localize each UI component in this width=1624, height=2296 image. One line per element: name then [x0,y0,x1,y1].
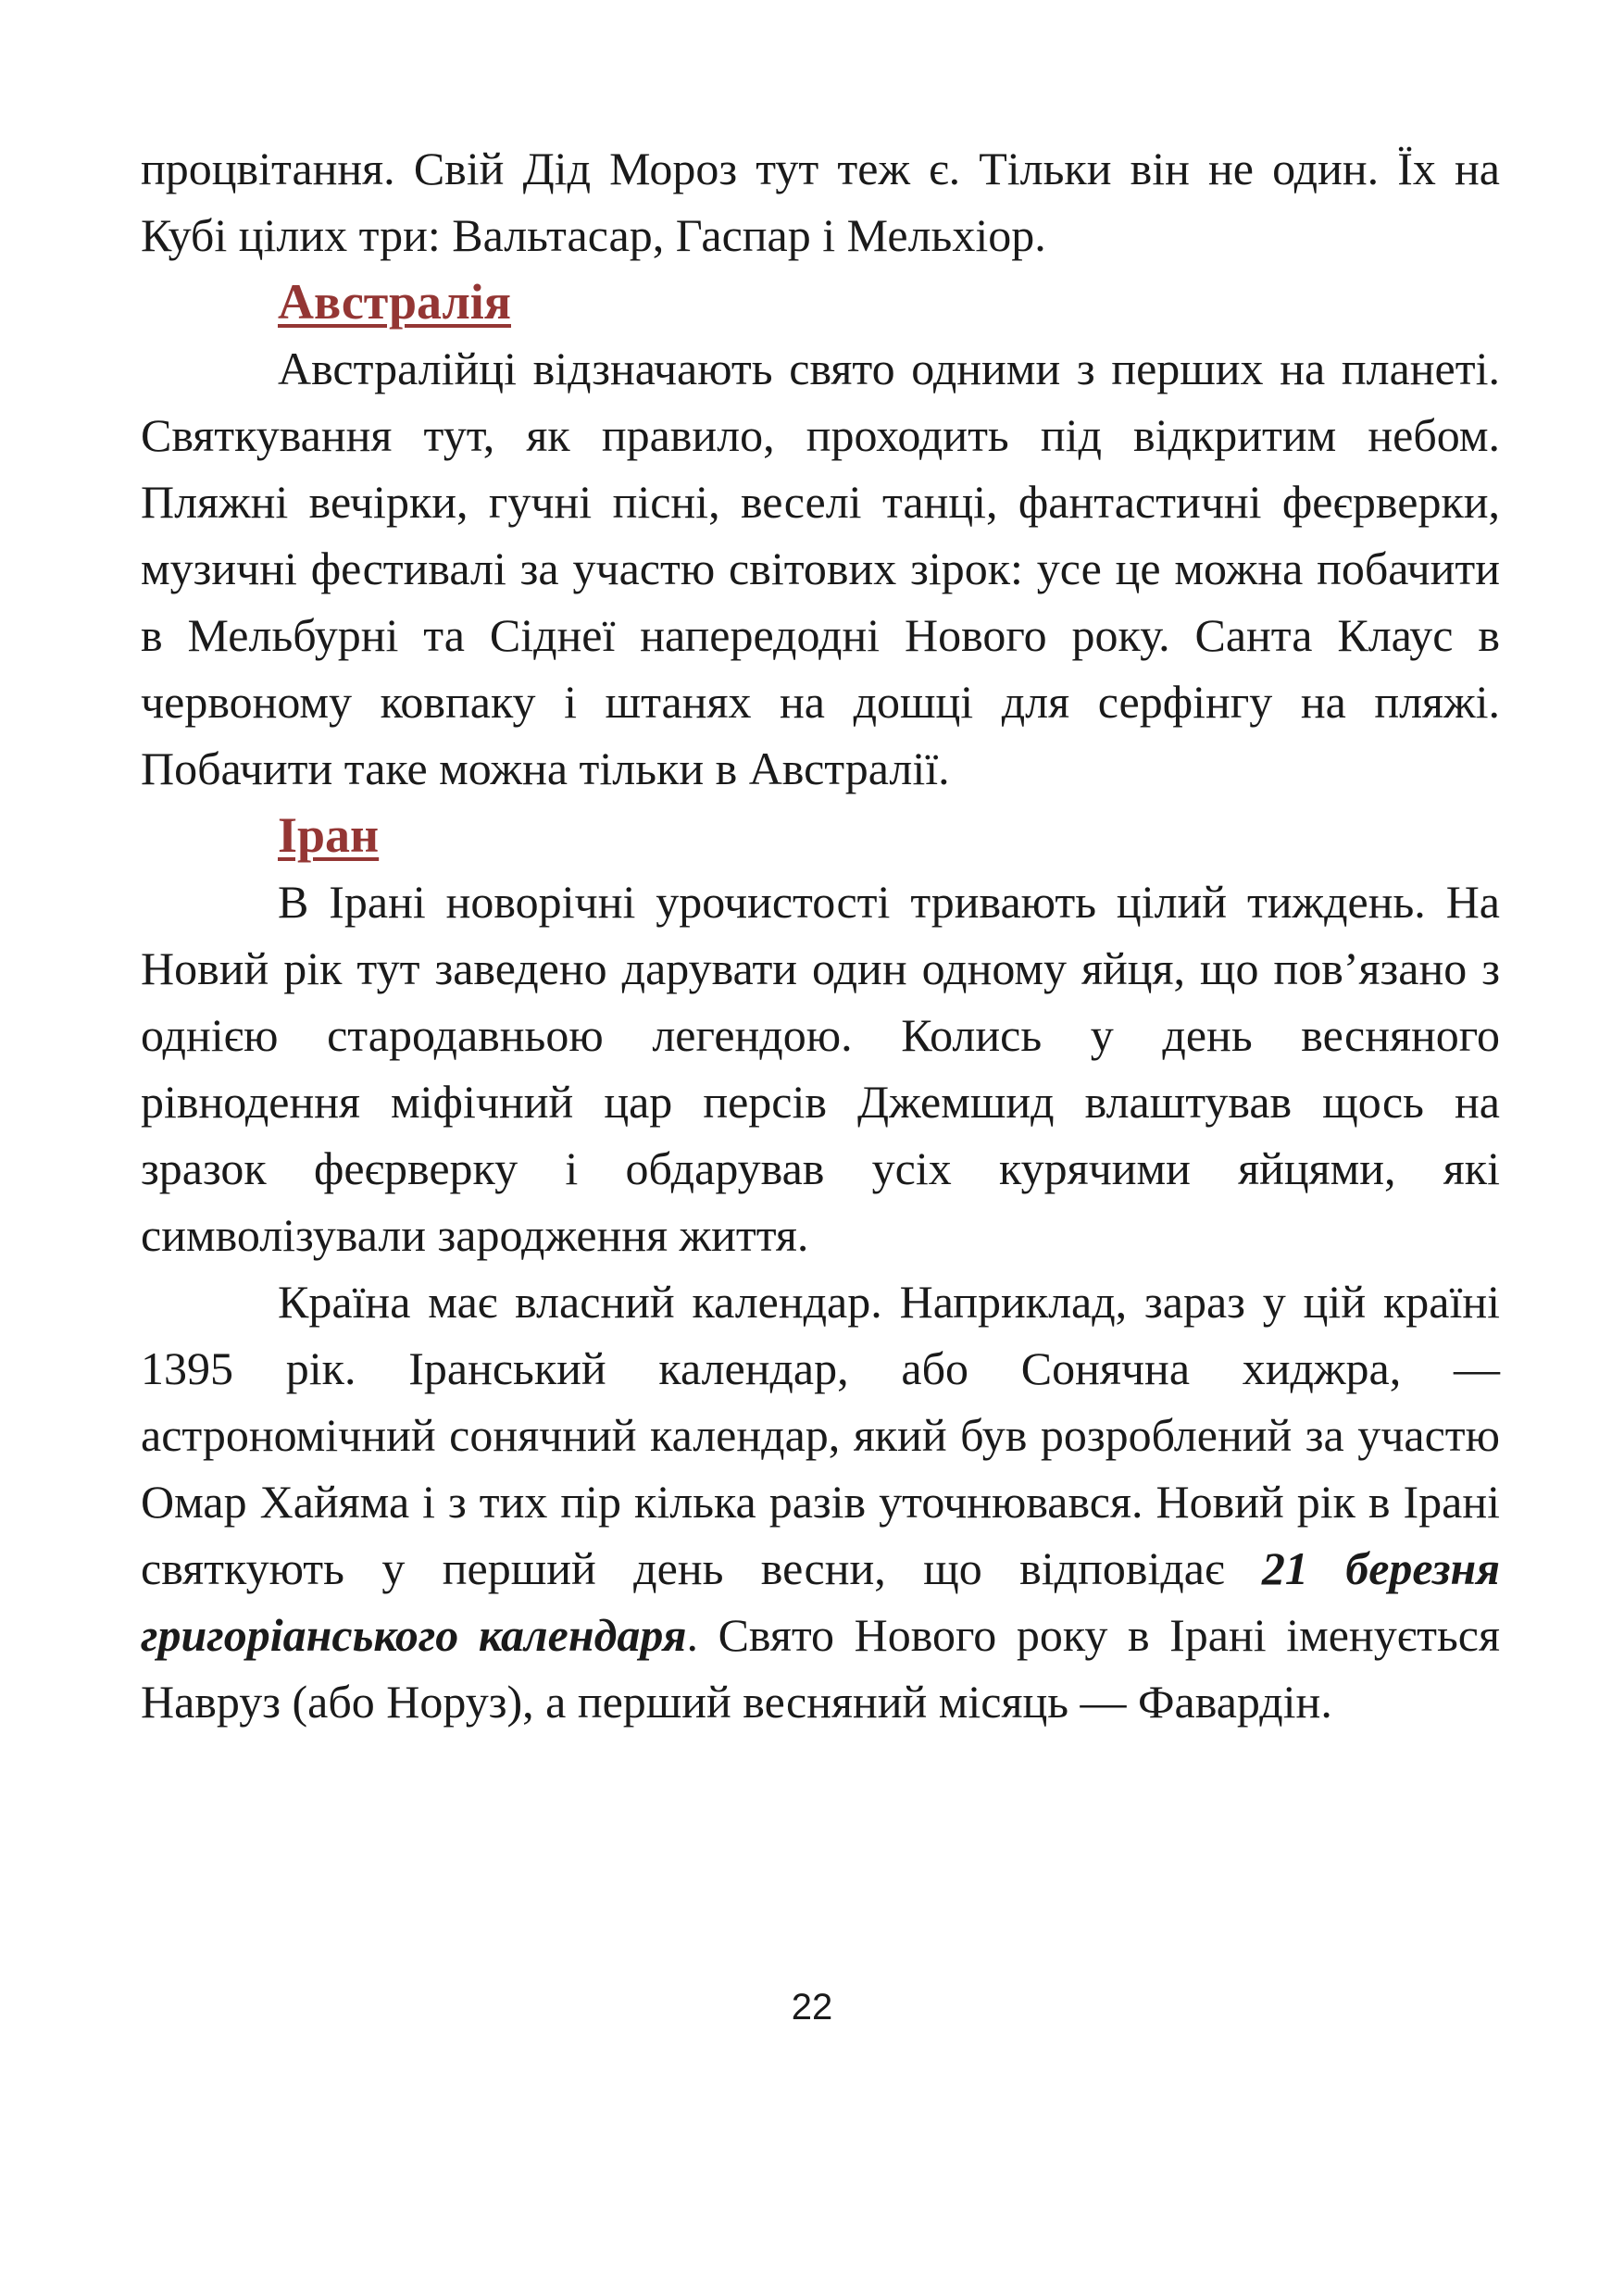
section-heading-iran: Іран [278,807,380,863]
section-heading-australia: Австралія [278,274,511,330]
paragraph-iran-calendar [141,1268,1500,1735]
section-australia [141,268,1500,802]
continuation-paragraph: процвітання. Свій Дід Мороз тут теж є. Тільки він не один. Їх на Кубі цілих три: Вальтасар, Гаспар і Мельхіор. [141,143,1500,261]
section-iran [141,802,1500,1735]
page-body [141,135,1500,1735]
calendar-text-after: . Свято Нового року в Ірані іменується Навруз (або Норуз), а перший весняний місяць — Фавардін. [141,1609,1500,1728]
paragraph-iran-legend: В Ірані новорічні урочистості тривають цілий тиждень. На Новий рік тут заведено дарувати один одному яйця, що пов’язано з однією стародавньою легендою. Колись у день весняного рівнодення міфічний цар персів Джемшид влаштував щось на зразок феєрверку і обдарував усіх курячими яйцями, які символізували зародження життя. [141,876,1500,1261]
calendar-text-before: Країна має власний календар. Наприклад, зараз у цій країні 1395 рік. Іранський календар, або Сонячна хиджра, — астрономічний сонячний календар, який був розроблений за участю Омар Хайяма і з тих пір кілька разів уточнювався. Новий рік в Ірані святкують у перший день весни, що відповідає [141,1276,1500,1594]
page-number: 22 [791,1987,833,2028]
calendar-date-emphasis: 21 березня григоріанського календаря [141,1542,1500,1661]
paragraph-australia: Австралійці відзначають свято одними з перших на планеті. Святкування тут, як правило, проходить під відкритим небом. Пляжні вечірки, гучні пісні, веселі танці, фантастичні феєрверки, музичні фестивалі за участю світових зірок: усе це можна побачити в Мельбурні та Сіднеї напередодні Нового року. Санта Клаус в червоному ковпаку і штанях на дошці для серфінгу на пляжі. Побачити таке можна тільки в Австралії. [141,343,1500,794]
